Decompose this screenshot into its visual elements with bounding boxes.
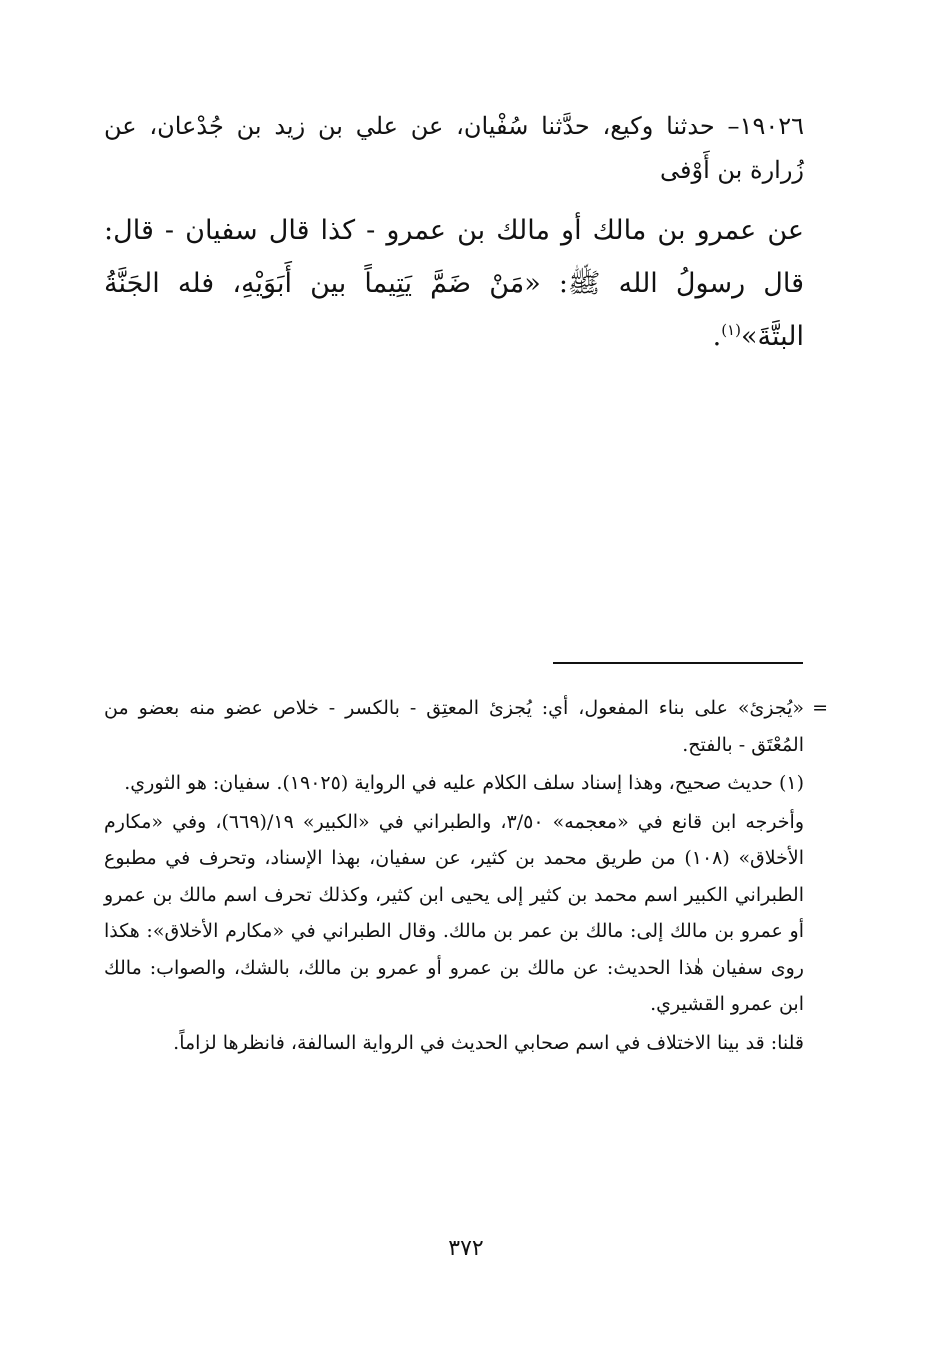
footnote-separator: [553, 662, 803, 664]
hadith-isnad: ١٩٠٢٦– حدثنا وكيع، حدَّثنا سُفْيان، عن علي بن زيد بن جُدْعان، عن زُرارة بن أَوْفى: [104, 112, 804, 184]
footnote-continuation: [104, 690, 828, 763]
footnote-reference[interactable]: (١): [721, 321, 741, 339]
hadith-matn-text: عن عمرو بن مالك أو مالك بن عمرو - كذا قال سفيان - قال: قال رسولُ الله ﷺ: «مَنْ ضَمَّ يَتِيماً بين أَبَوَيْهِ، فله الجَنَّةُ البتَّةَ»: [104, 215, 804, 352]
page-number: ٣٧٢: [448, 1236, 484, 1261]
hadith-end-punctuation: .: [712, 321, 722, 352]
footnotes-section: [104, 690, 828, 1063]
footnote-1-paragraph-2: وأخرجه ابن قانع في «معجمه» ٣/٥٠، والطبراني في «الكبير» ١٩/(٦٦٩)، وفي «مكارم الأخلاق» (١٠٨) من طريق محمد بن كثير، عن سفيان، بهذا الإسناد، وتحرف في مطبوع الطبراني الكبير اسم محمد بن كثير إلى يحيى ابن كثير، وكذلك تحرف اسم مالك بن عمرو أو عمرو بن مالك إلى: مالك بن عمر بن مالك. وقال الطبراني في «مكارم الأخلاق»: هكذا روى سفيان هٰذا الحديث: عن مالك بن عمرو أو عمرو بن مالك، بالشك، والصواب: مالك ابن عمرو القشيري.: [104, 810, 805, 1015]
footnote-1-paragraph-1: (١) حديث صحيح، وهذا إسناد سلف الكلام عليه في الرواية (١٩٠٢٥). سفيان: هو الثوري.: [124, 772, 804, 794]
continuation-mark: =: [812, 697, 828, 719]
footnote-1-paragraph-3: قلنا: قد بينا الاختلاف في اسم صحابي الحديث في الرواية السالفة، فانظرها لزاماً.: [173, 1031, 804, 1054]
footnote-continuation-text: «يُجزئ» على بناء المفعول، أي: يُجزئ المعتِق - بالكسر - خلاص عضو منه بعضو من المُعْتَق - بالفتح.: [104, 697, 804, 756]
hadith-matn: [104, 204, 804, 363]
